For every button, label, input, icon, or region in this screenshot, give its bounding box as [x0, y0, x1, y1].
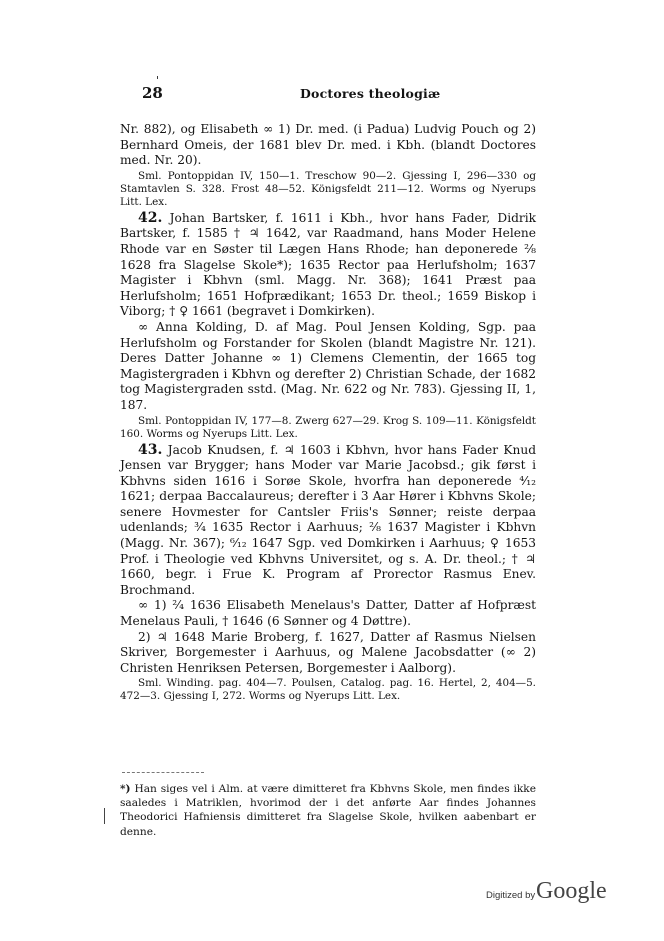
- running-head: Doctores theologiæ: [300, 86, 441, 101]
- entry-number: 43.: [138, 441, 163, 458]
- google-logo: Google: [536, 878, 607, 904]
- entry-text: Johan Bartsker, f. 1611 i Kbh., hvor hans Fader, Didrik Bartsker, f. 1585 † ♃ 1642, var Raadmand, hans Moder Helene Rhode var en Søster til Lægen Hans Rhode; han deponerede ²⁄₈ 1628 fra Slagelse Skole*); 1635 Rector paa Herlufsholm; 1637 Magister i Kbhvn (sml. Magg. Nr. 368); 1641 Præst paa Herlufsholm; 1651 Hofprædikant; 1653 Dr. theol.; 1659 Biskop i Viborg; † ♀ 1661 (begravet i Domkirken).: [120, 210, 536, 319]
- marriage-paragraph: ∞ 1) ²⁄₄ 1636 Elisabeth Menelaus's Datter, Datter af Hofpræst Menelaus Pauli, † 1646 (6 Sønner og 4 Døttre).: [120, 598, 536, 629]
- margin-mark: [104, 808, 105, 824]
- footnote: [120, 782, 536, 839]
- entry-paragraph: [120, 443, 536, 599]
- literature-note: Sml. Pontoppidan IV, 150—1. Treschow 90—2. Gjessing I, 296—330 og Stamtavlen S. 328. Frost 48—52. Königsfeldt 211—12. Worms og Nyerups Litt. Lex.: [120, 169, 536, 208]
- page-tick-mark: ': [156, 74, 160, 87]
- paragraph-continuation: Nr. 882), og Elisabeth ∞ 1) Dr. med. (i Padua) Ludvig Pouch og 2) Bernhard Omeis, der 1681 blev Dr. med. i Kbh. (blandt Doctores med. Nr. 20).: [120, 122, 536, 168]
- literature-note: Sml. Pontoppidan IV, 177—8. Zwerg 627—29. Krog S. 109—11. Königsfeldt 160. Worms og Nyerups Litt. Lex.: [120, 414, 536, 440]
- body-text: [120, 122, 536, 705]
- footnote-marker: *): [120, 783, 131, 795]
- page-number: 28: [142, 84, 163, 102]
- page-header: [132, 84, 532, 106]
- marriage-paragraph: ∞ Anna Kolding, D. af Mag. Poul Jensen Kolding, Sgp. paa Herlufsholm og Forstander for Skolen (blandt Magistre Nr. 121). Deres Datter Johanne ∞ 1) Clemens Clementin, der 1665 tog Magistergraden i Kbhvn og derefter 2) Christian Schade, der 1682 tog Magistergraden sstd. (Mag. Nr. 622 og Nr. 783). Gjessing II, 1, 187.: [120, 319, 536, 412]
- watermark-prefix: Digitized by: [486, 890, 536, 901]
- marriage-paragraph: 2) ♃ 1648 Marie Broberg, f. 1627, Datter af Rasmus Nielsen Skriver, Borgemester i Aarhuus, og Malene Jacobsdatter (∞ 2) Christen Henriksen Petersen, Borgemester i Aalborg).: [120, 629, 536, 675]
- google-watermark: [486, 878, 607, 908]
- footnote-text: Han siges vel i Alm. at være dimitteret fra Kbhvns Skole, men findes ikke saaledes i Matriklen, hvorimod der i det anførte Aar findes Johannes Theodorici Hafniensis dimitteret fra Slagelse Skole, hvilken aabenbart er denne.: [120, 783, 536, 838]
- footnote-divider: [122, 772, 204, 773]
- entry-text: Jacob Knudsen, f. ♃ 1603 i Kbhvn, hvor hans Fader Knud Jensen var Brygger; hans Moder var Marie Jacobsd.; gik først i Kbhvns siden 1616 i Sorøe Skole, hvorfra han deponerede ⁴⁄₁₂ 1621; derpaa Baccalaureus; derefter i 3 Aar Hører i Kbhvns Skole; senere Hovmester for Cantsler Friis's Sønner; reiste derpaa udenlands; ³⁄₄ 1635 Rector i Aarhuus; ²⁄₈ 1637 Magister i Kbhvn (Magg. Nr. 367); ⁶⁄₁₂ 1647 Sgp. ved Domkirken i Aarhuus; ♀ 1653 Prof. i Theologie ved Kbhvns Universitet, og s. A. Dr. theol.; † ♃ 1660, begr. i Frue K. Program af Prorector Rasmus Enev. Brochmand.: [120, 442, 536, 597]
- literature-note: Sml. Winding. pag. 404—7. Poulsen, Catalog. pag. 16. Hertel, 2, 404—5. 472—3. Gjessing I, 272. Worms og Nyerups Litt. Lex.: [120, 677, 536, 703]
- entry-number: 42.: [138, 209, 163, 226]
- entry-paragraph: [120, 211, 536, 320]
